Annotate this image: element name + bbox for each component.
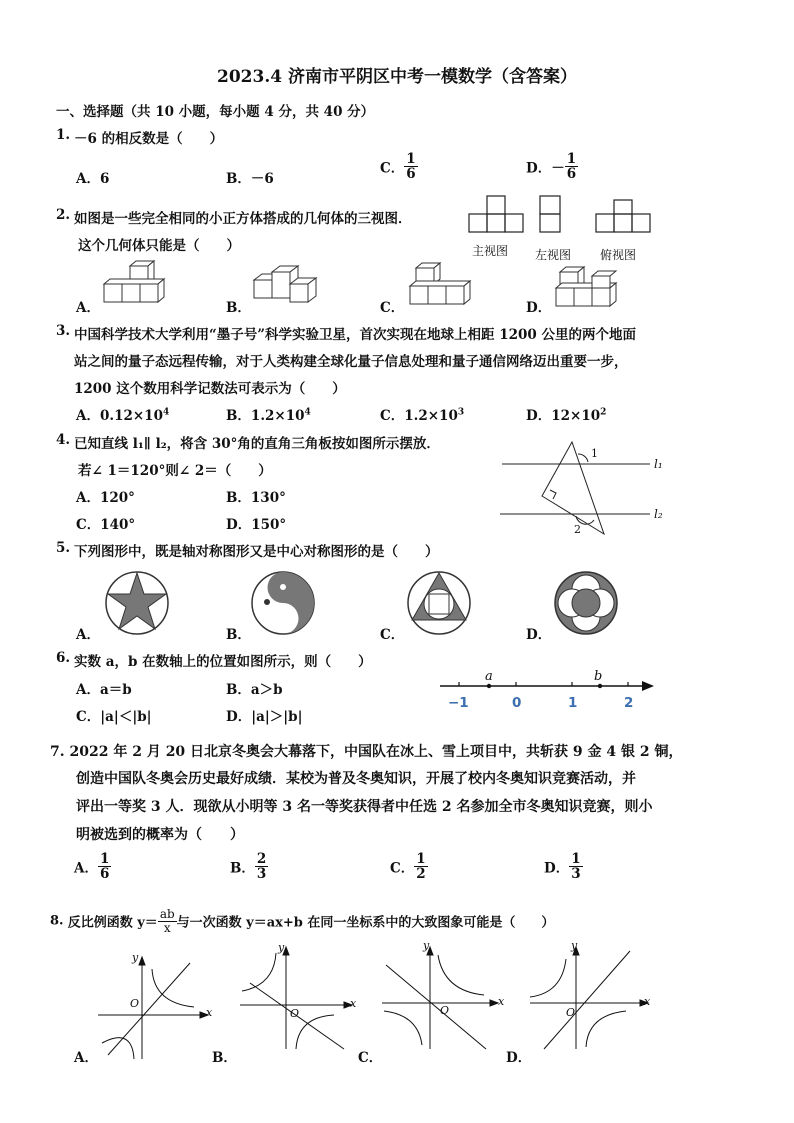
- fraction-denominator: 6: [99, 866, 110, 883]
- fraction-numerator: ab: [159, 907, 175, 921]
- l2-label: l₂: [654, 507, 663, 521]
- tick-label-0: 0: [512, 695, 522, 711]
- graph-a-origin-label: O: [130, 997, 140, 1010]
- q1-option-d[interactable]: [526, 152, 578, 181]
- q4-line2: 若∠ 1＝120°则∠ 2＝（ ）: [78, 463, 272, 479]
- q5-option-d[interactable]: D．: [526, 627, 552, 643]
- fraction-denominator: 2: [416, 866, 426, 883]
- angle-2-label: 2: [574, 523, 581, 536]
- left-view: [540, 196, 560, 232]
- q8-option-a-graph: [94, 955, 214, 1065]
- q6-option-d[interactable]: D．|a|＞|b|: [226, 709, 303, 725]
- fraction-numerator: 2: [256, 851, 267, 867]
- q8-stem: [50, 908, 554, 934]
- q5-option-d-flower-figure: [553, 570, 619, 636]
- fraction-denominator: 3: [256, 866, 267, 883]
- q4-number: 4.: [56, 432, 71, 448]
- q1-stem: －6 的相反数是（ ）: [74, 131, 224, 147]
- q3-line2: 站之间的量子态远程传输，对于人类构建全球化量子信息处理和量子通信网络迈出重要一步，: [74, 354, 628, 370]
- q3-option-b[interactable]: [226, 404, 311, 424]
- front-view-label: 主视图: [472, 244, 509, 258]
- q3-line3: 1200 这个数用科学记数法可表示为（ ）: [74, 381, 346, 397]
- q7-line4: 明被选到的概率为（ ）: [76, 827, 244, 843]
- q4-parallel-lines-figure: [498, 438, 678, 538]
- q7-option-c-label: C．: [390, 860, 415, 877]
- graph-a-x-label: x: [206, 1006, 213, 1019]
- q3-option-b-label: B．: [226, 408, 251, 424]
- q7-option-a[interactable]: [74, 852, 111, 881]
- q7-option-b-label: B．: [230, 860, 255, 877]
- q3-option-a-label: A．: [76, 408, 100, 424]
- q5-option-c[interactable]: C．: [380, 627, 405, 643]
- fraction-numerator: 1: [571, 851, 581, 867]
- point-a: [487, 684, 491, 688]
- q3-option-a-exponent: 4: [162, 407, 170, 418]
- q1-number: 1.: [56, 127, 71, 143]
- q1-option-c-label: C．: [380, 160, 405, 177]
- q8-option-b[interactable]: B．: [212, 1050, 237, 1066]
- q4-option-d[interactable]: D．150°: [226, 517, 287, 533]
- q6-option-a[interactable]: A．a＝b: [76, 682, 132, 698]
- q3-option-d-label: D．: [526, 408, 552, 424]
- graph-b-y-label: y: [278, 941, 285, 954]
- q6-option-c[interactable]: C．|a|＜|b|: [76, 709, 152, 725]
- q3-option-c[interactable]: [380, 404, 464, 424]
- q8-number: 8.: [50, 913, 64, 929]
- q2-option-a-cubes: [96, 262, 171, 310]
- right-angle-mark: [550, 490, 556, 499]
- q1-option-c-fraction: [404, 152, 417, 181]
- fraction-denominator: 6: [406, 166, 416, 183]
- fraction-denominator: 6: [566, 166, 577, 183]
- q2-number: 2.: [56, 207, 71, 223]
- fraction-numerator: 1: [566, 151, 577, 167]
- q2-option-d-cubes: [552, 264, 627, 310]
- graph-b-x-label: x: [350, 997, 357, 1010]
- q5-number: 5.: [56, 540, 71, 556]
- angle-1-arc: [578, 454, 588, 462]
- tick-label-1: 1: [568, 695, 578, 711]
- point-b-label: b: [594, 669, 603, 684]
- q1-option-d-fraction: [565, 152, 578, 181]
- tick-label-neg1: −1: [448, 695, 469, 711]
- q1-option-a[interactable]: A．6: [76, 171, 110, 187]
- q4-option-c[interactable]: C．140°: [76, 517, 136, 533]
- q3-option-c-base: 1.2×10: [404, 408, 458, 424]
- graph-c-origin-label: O: [440, 1004, 450, 1017]
- q3-option-a[interactable]: [76, 404, 169, 424]
- q7-option-b-fraction: [255, 852, 268, 881]
- fraction-denominator: x: [163, 920, 171, 935]
- q8-stem-pre: 反比例函数 y＝: [67, 915, 158, 931]
- q2-option-b-cubes: [248, 266, 323, 310]
- q7-option-b[interactable]: [230, 852, 268, 881]
- q5-stem: 下列图形中，既是轴对称图形又是中心对称图形的是（ ）: [74, 544, 439, 560]
- q7-option-d-label: D．: [544, 860, 570, 877]
- q7-option-a-label: A．: [74, 860, 98, 877]
- top-view: [596, 200, 650, 232]
- q2-line1: 如图是一些完全相同的小正方体搭成的几何体的三视图．: [74, 211, 412, 227]
- q3-number: 3.: [56, 323, 71, 339]
- q3-option-b-base: 1.2×10: [250, 408, 305, 424]
- q3-option-d-exponent: 2: [600, 407, 607, 418]
- q5-option-b[interactable]: B．: [226, 627, 251, 643]
- q5-option-a[interactable]: A．: [76, 627, 100, 643]
- graph-c-x-label: x: [498, 995, 505, 1008]
- q1-option-d-label: D．－: [526, 160, 565, 177]
- q2-option-c[interactable]: C．: [380, 300, 405, 316]
- graph-c-y-label: y: [423, 939, 430, 952]
- q1-option-c[interactable]: [380, 152, 418, 181]
- top-view-label: 俯视图: [600, 248, 637, 262]
- q6-stem: 实数 a，b 在数轴上的位置如图所示，则（ ）: [74, 654, 372, 670]
- q4-option-b[interactable]: B．130°: [226, 490, 286, 506]
- graph-b-origin-label: O: [290, 1007, 300, 1020]
- graph-d-origin-label: O: [566, 1006, 576, 1019]
- graph-d-x-label: x: [644, 995, 651, 1008]
- graph-d-y-label: y: [571, 939, 578, 952]
- q5-option-a-star-figure: [104, 570, 170, 636]
- q7-option-d[interactable]: [544, 852, 583, 881]
- q6-number-line: [438, 676, 658, 696]
- q2-option-b[interactable]: B．: [226, 300, 251, 316]
- q4-line1: 已知直线 l₁∥ l₂，将含 30°角的直角三角板按如图所示摆放．: [74, 436, 440, 452]
- page-title: 2023.4 济南市平阴区中考一模数学（含答案）: [217, 67, 577, 87]
- q3-option-c-label: C．: [380, 408, 405, 424]
- q3-option-d-base: 12×10: [551, 408, 601, 424]
- q3-option-b-exponent: 4: [304, 407, 311, 418]
- q8-option-b-graph: [236, 945, 356, 1055]
- q2-option-d[interactable]: D．: [526, 300, 552, 316]
- q8-option-d-graph: [526, 945, 656, 1055]
- q3-option-c-exponent: 3: [457, 407, 465, 418]
- q6-option-b[interactable]: B．a＞b: [226, 682, 283, 698]
- q8-option-d[interactable]: D．: [506, 1050, 532, 1066]
- q2-line2: 这个几何体只能是（ ）: [78, 238, 240, 254]
- l1-label: l₁: [654, 457, 663, 471]
- section-heading: 一、选择题（共 10 小题，每小题 4 分，共 40 分）: [56, 104, 375, 120]
- q3-option-d[interactable]: [526, 404, 606, 424]
- q8-option-c[interactable]: C．: [358, 1050, 383, 1066]
- q2-option-a[interactable]: A．: [76, 300, 100, 316]
- fraction-denominator: 3: [571, 866, 581, 883]
- q8-option-c-graph: [378, 945, 508, 1055]
- q7-line2: 创造中国队冬奥会历史最好成绩．某校为普及冬奥知识，开展了校内冬奥知识竞赛活动，并: [76, 771, 636, 787]
- q3-option-a-base: 0.12×10: [99, 408, 163, 424]
- tick-label-2: 2: [624, 695, 634, 711]
- fraction-numerator: 1: [416, 851, 426, 867]
- point-a-label: a: [485, 669, 493, 684]
- fraction-numerator: 1: [99, 851, 110, 867]
- q7-line3: 评出一等奖 3 人．现欲从小明等 3 名一等奖获得者中任选 2 名参加全市冬奥知识竞赛，则小: [76, 799, 653, 815]
- point-b: [598, 684, 602, 688]
- q6-number: 6.: [56, 650, 71, 666]
- front-view: [469, 196, 523, 232]
- q7-option-a-fraction: [98, 852, 111, 881]
- fraction-numerator: 1: [406, 151, 416, 167]
- q7-line1: 7. 2022 年 2 月 20 日北京冬奥会大幕落下，中国队在冰上、雪上项目中，共斩获 9 金 4 银 2 铜，: [50, 744, 683, 760]
- q7-option-c-fraction: [414, 852, 427, 881]
- left-view-label: 左视图: [535, 248, 572, 262]
- q2-option-c-cubes: [404, 262, 479, 310]
- q4-option-a[interactable]: A．120°: [76, 490, 135, 506]
- q5-option-b-yinyang-figure: [250, 570, 316, 636]
- angle-1-label: 1: [591, 447, 598, 460]
- q1-option-b[interactable]: B．－6: [226, 171, 274, 187]
- graph-a-y-label: y: [132, 951, 139, 964]
- q8-fraction: [158, 908, 177, 934]
- q8-stem-post: 与一次函数 y＝ax+b 在同一坐标系中的大致图象可能是（ ）: [176, 915, 555, 931]
- q7-option-c[interactable]: [390, 852, 428, 881]
- q8-option-a[interactable]: A．: [74, 1050, 98, 1066]
- q7-option-d-fraction: [569, 852, 582, 881]
- q3-line1: 中国科学技术大学利用“墨子号”科学实验卫星，首次实现在地球上相距 1200 公里的两个地面: [74, 327, 637, 343]
- q5-option-c-triangle-figure: [406, 570, 472, 636]
